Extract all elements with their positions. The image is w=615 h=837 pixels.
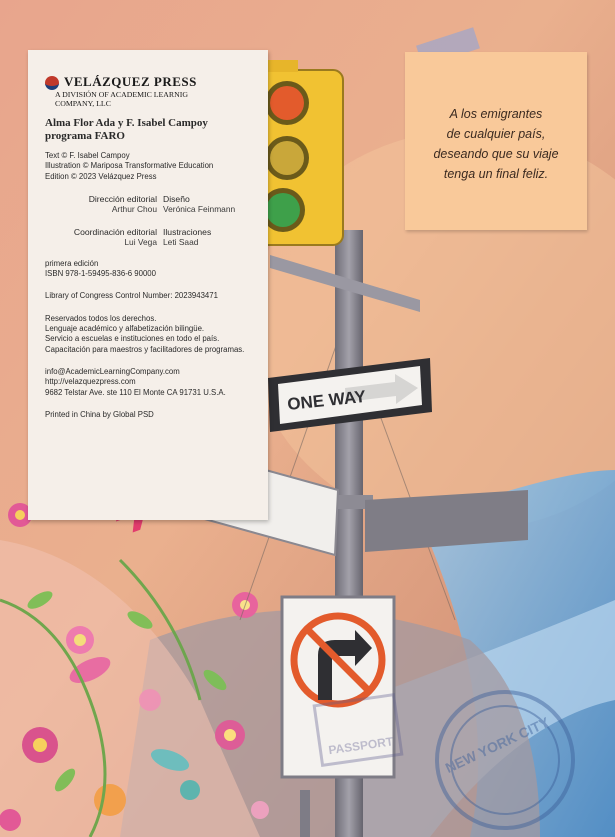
dedication-text [405,104,587,184]
credit-name: Arthur Chou [111,203,157,214]
rights-block [45,314,265,355]
credit-role: Coordinación editorial [73,226,157,237]
credits [45,194,265,247]
rights-line: Reservados todos los derechos. [45,313,157,323]
copyright-line: Text © F. Isabel Campoy [45,151,130,160]
dedication-note [405,52,587,230]
credit-role: Ilustraciones [163,226,212,237]
loc-number: Library of Congress Control Number: 2023943471 [45,291,218,301]
credit-role: Dirección editorial [88,193,157,204]
one-way-label: ONE WAY [286,386,367,414]
rights-line: Servicio a escuelas e instituciones en todo el país. [45,334,220,344]
credit-item [163,227,263,247]
green-light-icon [266,193,300,227]
copyright-block [45,151,265,182]
program-name: programa FARO [45,130,125,142]
credit-role: Diseño [163,193,190,204]
rights-line: Capacitación para maestros y facilitadores de programas. [45,344,245,354]
copyright-line: Edition © 2023 Velázquez Press [45,171,157,181]
edition: primera edición [45,258,99,268]
imprint-content [45,74,265,420]
contact-website: http://velazquezpress.com [45,377,136,387]
isbn: ISBN 978-1-59495-836-6 90000 [45,269,156,279]
authors: Alma Flor Ada y F. Isabel Campoy [45,117,208,129]
credit-item [45,227,157,247]
contact-block [45,367,265,398]
credit-item [163,194,263,214]
publisher-logo-icon [45,76,59,90]
svg-text:NEW YORK CITY: NEW YORK CITY [442,713,552,776]
contact-email: info@AcademicLearningCompany.com [45,366,180,376]
credit-name: Verónica Feinmann [163,203,236,214]
red-light-icon [270,86,304,120]
dedication-line: de cualquier país, [446,127,546,141]
printed-line: Printed in China by Global PSD [45,409,154,419]
svg-text:PASSPORT: PASSPORT [327,734,395,758]
credit-item [45,194,157,214]
dedication-line: deseando que su viaje [433,147,559,161]
copyright-line: Illustration © Mariposa Transformative Education [45,161,214,171]
dedication-line: A los emigrantes [449,107,543,121]
edition-block [45,259,265,280]
publisher-header [45,74,265,90]
credit-name: Leti Saad [163,236,199,247]
dedication-line: tenga un final feliz. [443,167,549,181]
rights-line: Lenguaje académico y alfabetización bilingüe. [45,324,205,334]
publisher-subtitle: A DIVISIÓN OF ACADEMIC LEARNIG COMPANY, LLC [55,90,188,108]
yellow-light-icon [270,141,304,175]
publisher-name: VELÁZQUEZ PRESS [64,74,197,89]
credit-name: Lui Vega [124,236,157,247]
contact-address: 9682 Telstar Ave. ste 110 El Monte CA 91731 U.S.A. [45,387,226,397]
